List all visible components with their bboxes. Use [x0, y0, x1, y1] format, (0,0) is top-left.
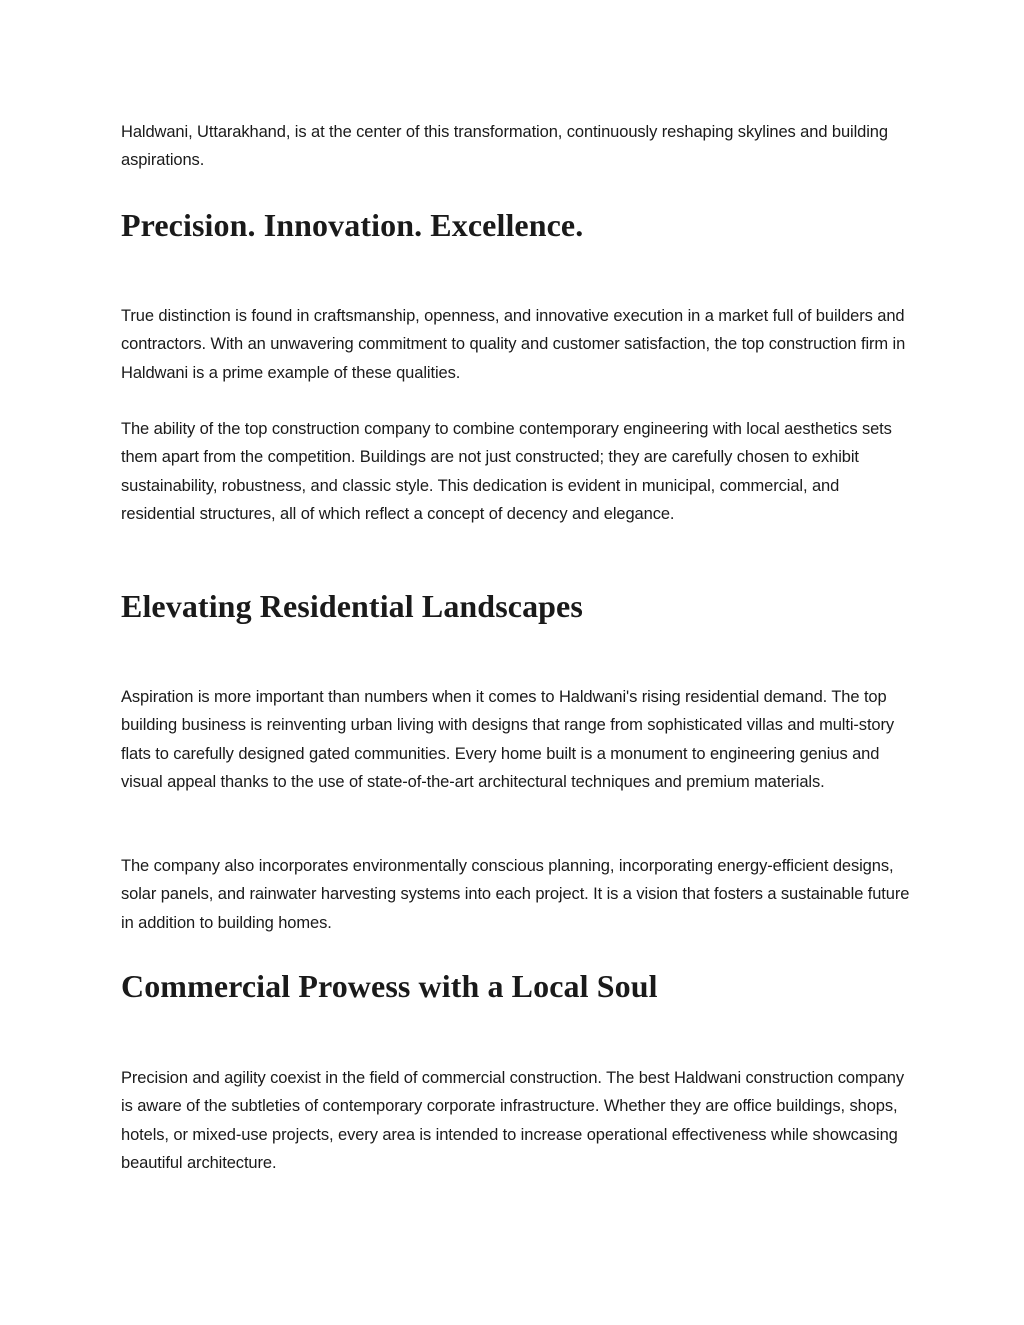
intro-paragraph: Haldwani, Uttarakhand, is at the center of this transformation, continuously reshaping skylines and building aspirations.	[121, 123, 888, 170]
paragraph-engineering: The ability of the top construction company to combine contemporary engineering with local aesthetics sets them apart from the competition. Buildings are not just constructed; they are carefully chosen to exhibit sustainability, robustness, and classic style. This dedication is evident in municipal, commercial, and residential structures, all of which reflect a concept of decency and elegance.	[121, 420, 892, 523]
paragraph-commercial-construction: Precision and agility coexist in the field of commercial construction. The best Haldwani construction company is aware of the subtleties of contemporary corporate infrastructure. Whether they are office buildings, shops, hotels, or mixed-use projects, every area is intended to increase operational effectiveness while showcasing beautiful architecture.	[121, 1069, 905, 1172]
section-heading-precision: Precision. Innovation. Excellence.	[121, 207, 584, 243]
paragraph-distinction: True distinction is found in craftsmanship, openness, and innovative execution in a market full of builders and contractors. With an unwavering commitment to quality and customer satisfaction, the top construction firm in Haldwani is a prime example of these qualities.	[121, 307, 906, 382]
section-heading-commercial: Commercial Prowess with a Local Soul	[121, 968, 658, 1004]
paragraph-sustainable-planning: The company also incorporates environmentally conscious planning, incorporating energy-efficient designs, solar panels, and rainwater harvesting systems into each project. It is a vision that fosters a sustainable future in addition to building homes.	[121, 857, 910, 932]
section-heading-residential: Elevating Residential Landscapes	[121, 588, 583, 624]
paragraph-residential-demand: Aspiration is more important than numbers when it comes to Haldwani's rising residential demand. The top building business is reinventing urban living with designs that range from sophisticated villas and multi-story flats to carefully designed gated communities. Every home built is a monument to engineering genius and visual appeal thanks to the use of state-of-the-art architectural techniques and premium materials.	[121, 688, 895, 791]
